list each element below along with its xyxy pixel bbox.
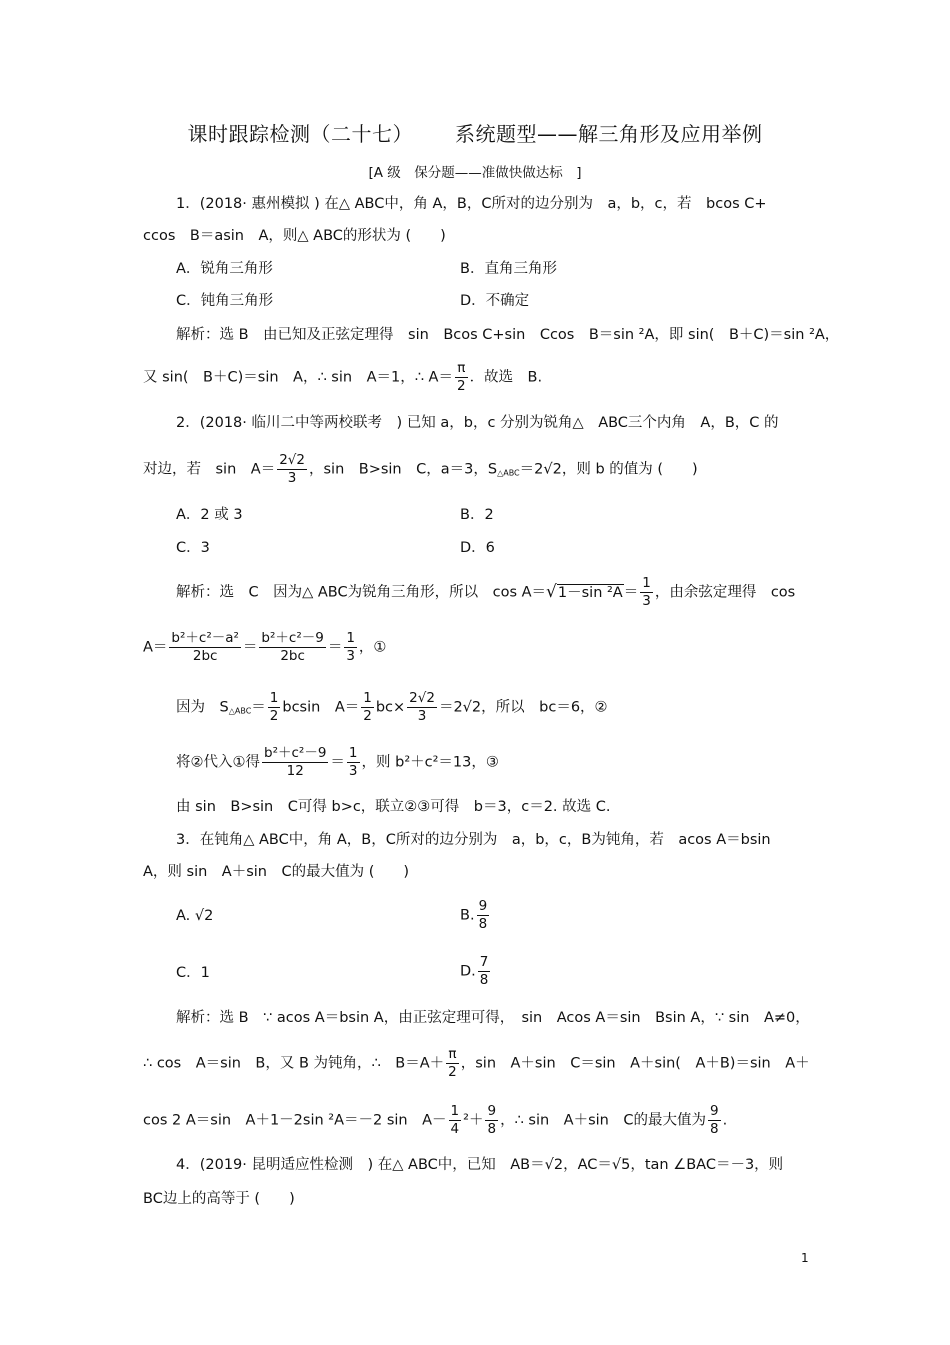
q2-solution-line2: A＝ $\frac{\text{b²＋c²－a²}}{2bc}$ ＝ $\frac{\text{b²＋c²－9}}{2bc}$ ＝ $\frac{1}{3}$ ，① xyxy=(143,630,387,664)
q1-option-d: D．不确定 xyxy=(460,293,530,309)
q1-option-b: B．直角三角形 xyxy=(460,261,557,277)
q2-option-c: C．3 xyxy=(176,540,210,556)
section-subtitle: [A 级 保分题——准做快做达标 ] xyxy=(368,165,582,181)
q4-line1: 4．(2019· 昆明适应性检测 ) 在△ ABC中，已知 AB＝√2，AC＝√5，tan ∠BAC＝－3，则 xyxy=(176,1157,784,1173)
q2-solution-line5: 由 sin B>sin C可得 b>c，联立②③可得 b＝3，c＝2. 故选 C. xyxy=(176,799,611,815)
q2-option-b: B．2 xyxy=(460,507,494,523)
fraction: $\frac{\text{b²＋c²－9}}{2bc}$ xyxy=(261,630,324,664)
q2-option-a: A．2 或 3 xyxy=(176,507,243,523)
q3-solution-line3: cos 2 A＝sin A＋1－2sin ²A＝－2 sin A－ $\frac{1}{4}$ ²＋ $\frac{9}{8}$ ，∴ sin A＋sin C的最大值为 $\frac{9}{8}$ . xyxy=(143,1103,728,1137)
q3-line2: A，则 sin A＋sin C的最大值为 ( ) xyxy=(143,864,410,880)
fraction: $\frac{9}{8}$ xyxy=(487,1103,497,1137)
q3-option-b: B. $\frac{9}{8}$ xyxy=(460,898,488,932)
page-number: 1 xyxy=(801,1251,809,1265)
q2-option-d: D．6 xyxy=(460,540,495,556)
q1-option-a: A．锐角三角形 xyxy=(176,261,273,277)
fraction: $\frac{1}{3}$ xyxy=(346,630,355,664)
q3-option-a: A. √2 xyxy=(176,908,214,924)
q1-solution-line2: 又 sin( B＋C)＝sin A，∴ sin A＝1，∴ A＝ $\frac{\pi}{2}$ ．故选 B. xyxy=(143,360,543,394)
fraction: $\frac{2√2}{3}$ xyxy=(409,690,435,724)
square-root: √1－sin ²A xyxy=(546,581,623,602)
fraction: $\frac{1}{4}$ xyxy=(450,1103,460,1137)
q3-line1: 3．在钝角△ ABC中，角 A，B，C所对的边分别为 a，b，c，B为钝角，若 acos A＝bsin xyxy=(176,832,771,848)
title-right: 系统题型——解三角形及应用举例 xyxy=(455,122,763,146)
q2-line2: 对边，若 sin A＝ $\frac{2√2}{3}$ ，sin B>sin C，a＝3，$S_{\triangle ABC}=2√2$，则 b 的值为 ( ) xyxy=(143,452,698,486)
fraction: $\frac{7}{8}$ xyxy=(479,954,489,988)
q3-option-d: D. $\frac{7}{8}$ xyxy=(460,954,489,988)
q2-solution-line3: 因为 $S_{\triangle ABC}=$ $\frac{1}{2}$ bcsin A＝ $\frac{1}{2}$ bc× $\frac{2√2}{3}$ ＝2√2，所以 bc＝6，② xyxy=(176,690,608,724)
fraction: $\frac{\text{b²＋c²－a²}}{2bc}$ xyxy=(171,630,239,664)
fraction: $\frac{1}{2}$ xyxy=(269,690,279,724)
q2-solution-line4: 将②代入①得 $\frac{\text{b²＋c²－9}}{12}$ ＝ $\frac{1}{3}$ ，则 b²＋c²＝13，③ xyxy=(176,745,499,779)
fraction: $\frac{1}{3}$ xyxy=(642,575,651,609)
q1-line2: ccos B＝asin A，则△ ABC的形状为 ( ) xyxy=(143,228,446,244)
q3-solution-line1: 解析：选 B ∵ acos A＝bsin A，由正弦定理可得， sin Acos A＝sin Bsin A，∵ sin A≠0， xyxy=(176,1010,810,1026)
fraction: $\frac{9}{8}$ xyxy=(478,898,488,932)
page-title xyxy=(0,118,950,147)
fraction: $\frac{1}{2}$ xyxy=(363,690,372,724)
fraction: $\frac{9}{8}$ xyxy=(710,1103,719,1137)
q2-line1: 2．(2018· 临川二中等两校联考 ) 已知 a，b，c 分别为锐角△ ABC三个内角 A，B，C 的 xyxy=(176,415,779,431)
q4-line2: BC边上的高等于 ( ) xyxy=(143,1191,295,1207)
fraction: $\frac{\pi}{2}$ xyxy=(456,360,466,394)
fraction: $\frac{1}{3}$ xyxy=(348,745,358,779)
q3-solution-line2: ∴ cos A＝sin B，又 B 为钝角，∴ B＝A＋ $\frac{\pi}{2}$ ，sin A＋sin C＝sin A＋sin( A＋B)＝sin A＋ xyxy=(143,1046,810,1080)
q1-solution-line1: 解析：选 B 由已知及正弦定理得 sin Bcos C+sin Ccos B＝sin ²A，即 sin( B＋C)＝sin ²A， xyxy=(176,327,840,343)
q2-solution-line1: 解析：选 C 因为△ ABC为锐角三角形，所以 cos A＝√1－sin ²A＝ $\frac{1}{3}$ ，由余弦定理得 cos xyxy=(176,575,796,609)
fraction: $\frac{\text{b²＋c²－9}}{12}$ xyxy=(264,745,327,779)
q1-option-c: C．钝角三角形 xyxy=(176,293,274,309)
title-left: 课时跟踪检测（二十七） xyxy=(187,122,413,146)
fraction: $\frac{2√2}{3}$ xyxy=(279,452,305,486)
q3-option-c: C．1 xyxy=(176,965,210,981)
fraction: $\frac{\pi}{2}$ xyxy=(448,1046,457,1080)
q1-line1: 1．(2018· 惠州模拟 ) 在△ ABC中，角 A，B，C所对的边分别为 a，b，c，若 bcos C+ xyxy=(176,196,767,212)
